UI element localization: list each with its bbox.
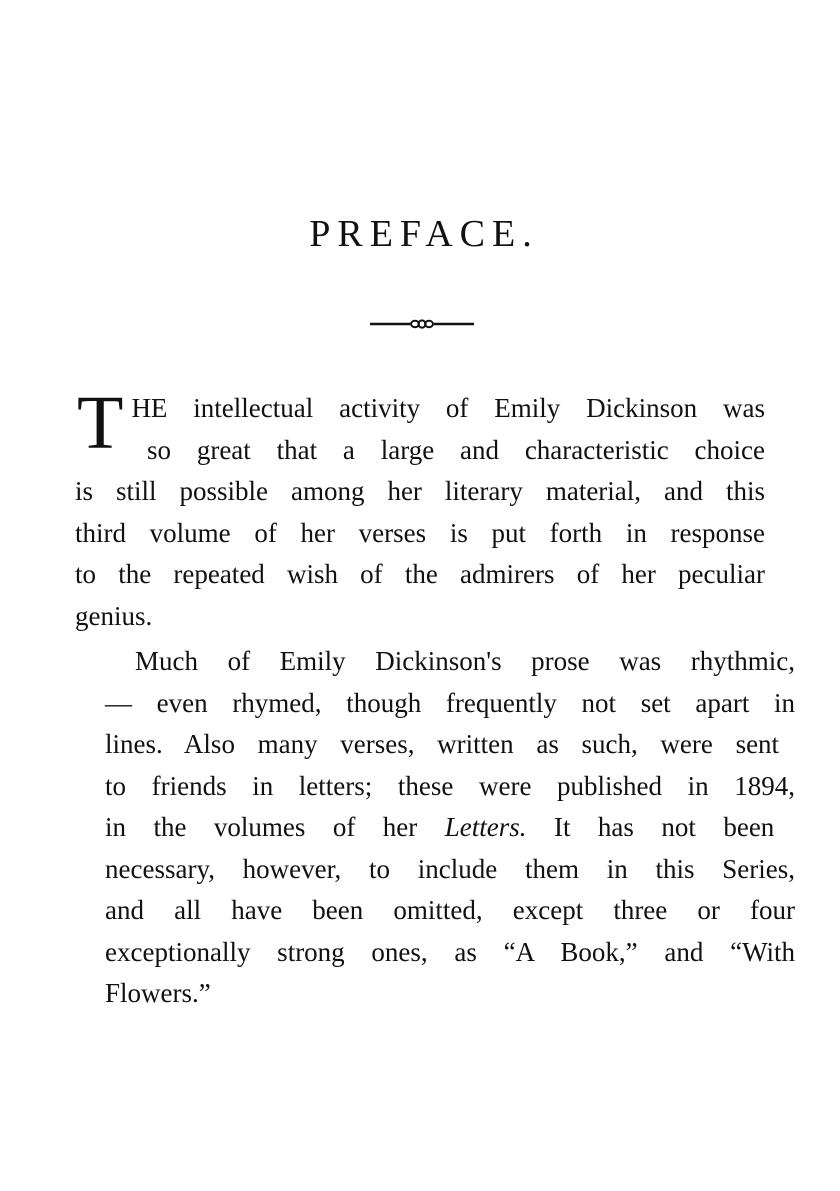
text-line: HE intellectual activity of Emily Dickinson was — [131, 393, 765, 423]
text-line: Flowers.” — [105, 978, 211, 1008]
paragraph-1 — [75, 381, 765, 637]
text-line: necessary, however, to include them in this Series, — [105, 853, 795, 884]
text-line: to the repeated wish of the admirers of her peculiar — [75, 559, 765, 589]
text-line-with-italic — [75, 807, 775, 849]
drop-cap: T — [77, 381, 124, 465]
italic-title-letters: Letters. — [444, 812, 527, 842]
text-line: Much of Emily Dickinson's prose was rhythmic, — [135, 646, 795, 676]
text-line: and all have been omitted, except three or four — [105, 895, 795, 925]
preface-body — [75, 381, 795, 1015]
text-line: is still possible among her literary material, and this — [75, 476, 765, 506]
text-line: so great that a large and characteristic choice — [147, 434, 765, 465]
text-line: — even rhymed, though frequently not set apart in — [105, 687, 795, 718]
text-line: third volume of her verses is put forth in response — [75, 517, 765, 548]
page-title: PREFACE. — [309, 213, 539, 255]
paragraph-2 — [75, 641, 795, 1015]
text-line: exceptionally strong ones, as “A Book,” and “With — [105, 936, 795, 967]
text-fragment: It has not been — [526, 812, 775, 842]
text-line: lines. Also many verses, written as such, were sent — [105, 729, 780, 759]
text-line: to friends in letters; these were published in 1894, — [105, 770, 795, 801]
ornament-rule-icon — [370, 316, 474, 332]
text-fragment: in the volumes of her — [105, 812, 445, 842]
text-line: genius. — [75, 600, 153, 631]
